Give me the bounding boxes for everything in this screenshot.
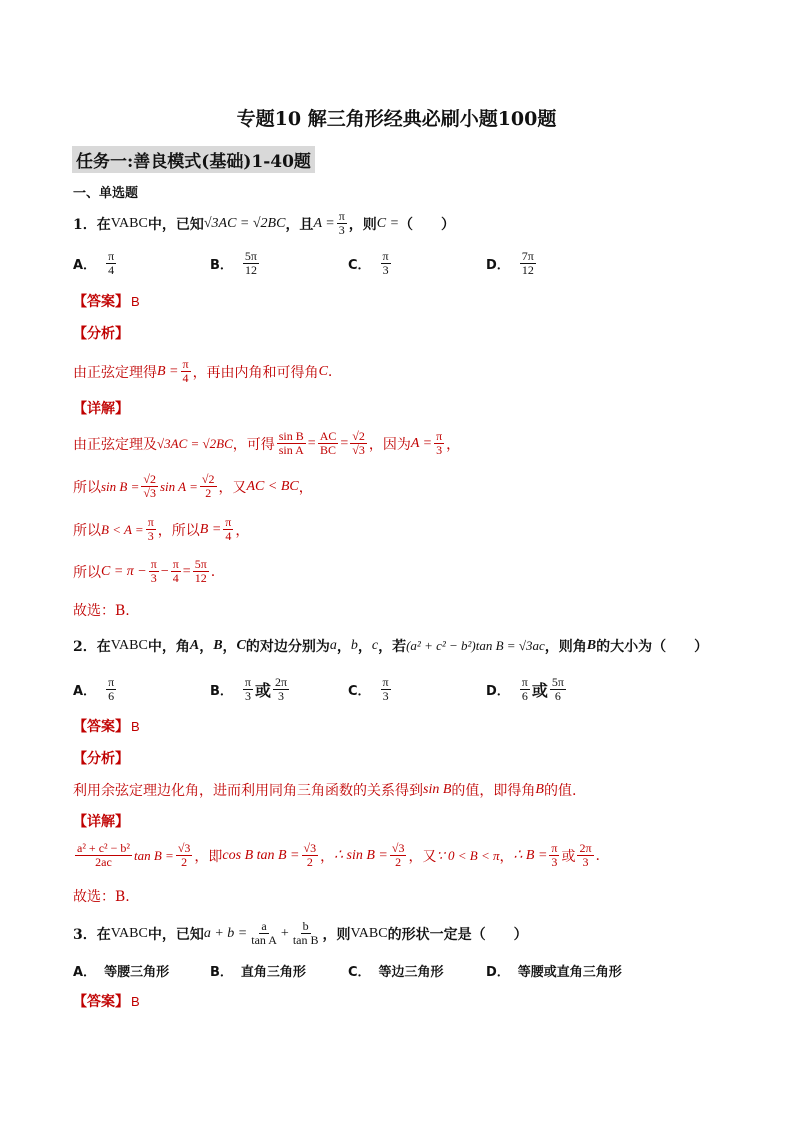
answer-value: B: [131, 993, 140, 1009]
section-heading: 一、单选题: [73, 186, 139, 201]
option-a: A． 等腰三角形: [73, 965, 170, 980]
question-3-stem: 3． 在 VABC 中，已知 a + b = $\frac{a}{\text{tan A}}$ + $\frac{b}{\text{tan B}}$ ，则 VABC 的形状一定是（ ）: [73, 919, 528, 947]
detail-label: 【详解】: [73, 401, 129, 417]
answer-label: 【答案】 B: [73, 293, 140, 310]
option-d: D． $\frac{7\pi}{12}$: [486, 249, 534, 277]
detail-line-3: 所以 B < A = $\frac{\pi}{3}$ ，所以 B = $\frac{\pi}{4}$ ，: [73, 515, 250, 543]
option-c: C． $\frac{\pi}{3}$: [348, 675, 389, 703]
analysis-text: 利用余弦定理边化角，进而利用同角三角函数的关系得到 sin B 的值，即得角 B 的值.: [73, 782, 577, 799]
detail-line-2: 所以 sin B = $\frac{√2}{√3}$ sin A = $\frac{√2}{2}$ ，又 AC < BC ，: [73, 472, 313, 500]
option-a: A． $\frac{\pi}{6}$: [73, 675, 115, 703]
answer-value: B: [131, 718, 140, 734]
detail-line-1: $\frac{\text{a² + c² − b²}}{2ac}$ tan B = $\frac{√3}{2}$ ，即 cos B tan B = $\frac{√3}{2}$ ， ∴ sin B = $\frac{√3}{2}$ ，又 ∵ 0 < B < π ， ∴ B = $\frac{\pi}{3}$ 或 $\frac{2\pi}{3}$ .: [77, 841, 600, 869]
question-1-stem: 1． 在 VABC 中，已知 √3AC = √2BC ，且 A = $\frac{\pi}{3}$ ，则 C = （ ）: [73, 209, 456, 237]
answer-label: 【答案】 B: [73, 718, 140, 735]
fraction: $\frac{\pi}{3}$: [338, 209, 345, 237]
option-a: A． $\frac{\pi}{4}$: [73, 249, 115, 277]
detail-line-4: 所以 C = π − $\frac{\pi}{3}$ − $\frac{\pi}{4}$ = $\frac{5\pi}{12}$ .: [73, 557, 216, 585]
question-number: 2．: [73, 639, 97, 655]
task-heading: 任务一:善良模式(基础)1-40题: [72, 146, 315, 173]
answer-label: 【答案】 B: [73, 993, 140, 1010]
answer-value: B: [131, 293, 140, 309]
question-number: 1．: [73, 216, 97, 233]
option-c: C． $\frac{\pi}{3}$: [348, 249, 389, 277]
detail-label: 【详解】: [73, 814, 129, 830]
option-c: C． 等边三角形: [348, 965, 444, 980]
page-title: 专题10 解三角形经典必刷小题100题: [236, 108, 557, 130]
option-b: B． $\frac{5\pi}{12}$: [210, 249, 257, 277]
conclusion-2: 故选：B.: [73, 889, 130, 905]
analysis-label: 【分析】: [73, 326, 129, 342]
option-b: B． 直角三角形: [210, 965, 306, 980]
question-2-stem: 2． 在 VABC 中，角 A ， B ， C 的对边分别为 a ， b ， c ，若 (a² + c² − b²)tan B = √3ac ，则角 B 的大小为（ ）: [73, 638, 709, 655]
conclusion-1: 故选：B.: [73, 603, 130, 619]
question-number: 3．: [73, 926, 97, 943]
analysis-text: 由正弦定理得 B = $\frac{\pi}{4}$ ，再由内角和可得角 C .: [73, 357, 333, 385]
option-b: B． $\frac{\pi}{3}$ 或 $\frac{2\pi}{3}$: [210, 675, 288, 703]
option-d: D． $\frac{\pi}{6}$ 或 $\frac{5\pi}{6}$: [486, 675, 564, 703]
detail-line-1: 由正弦定理及 √3AC = √2BC ，可得 $\frac{\text{sin B}}{\text{sin A}}$ = $\frac{AC}{BC}$ = $\frac{√2}{√3}$ ，因为 A = $\frac{\pi}{3}$ ，: [73, 429, 461, 457]
analysis-label: 【分析】: [73, 751, 129, 767]
option-d: D． 等腰或直角三角形: [486, 965, 622, 980]
